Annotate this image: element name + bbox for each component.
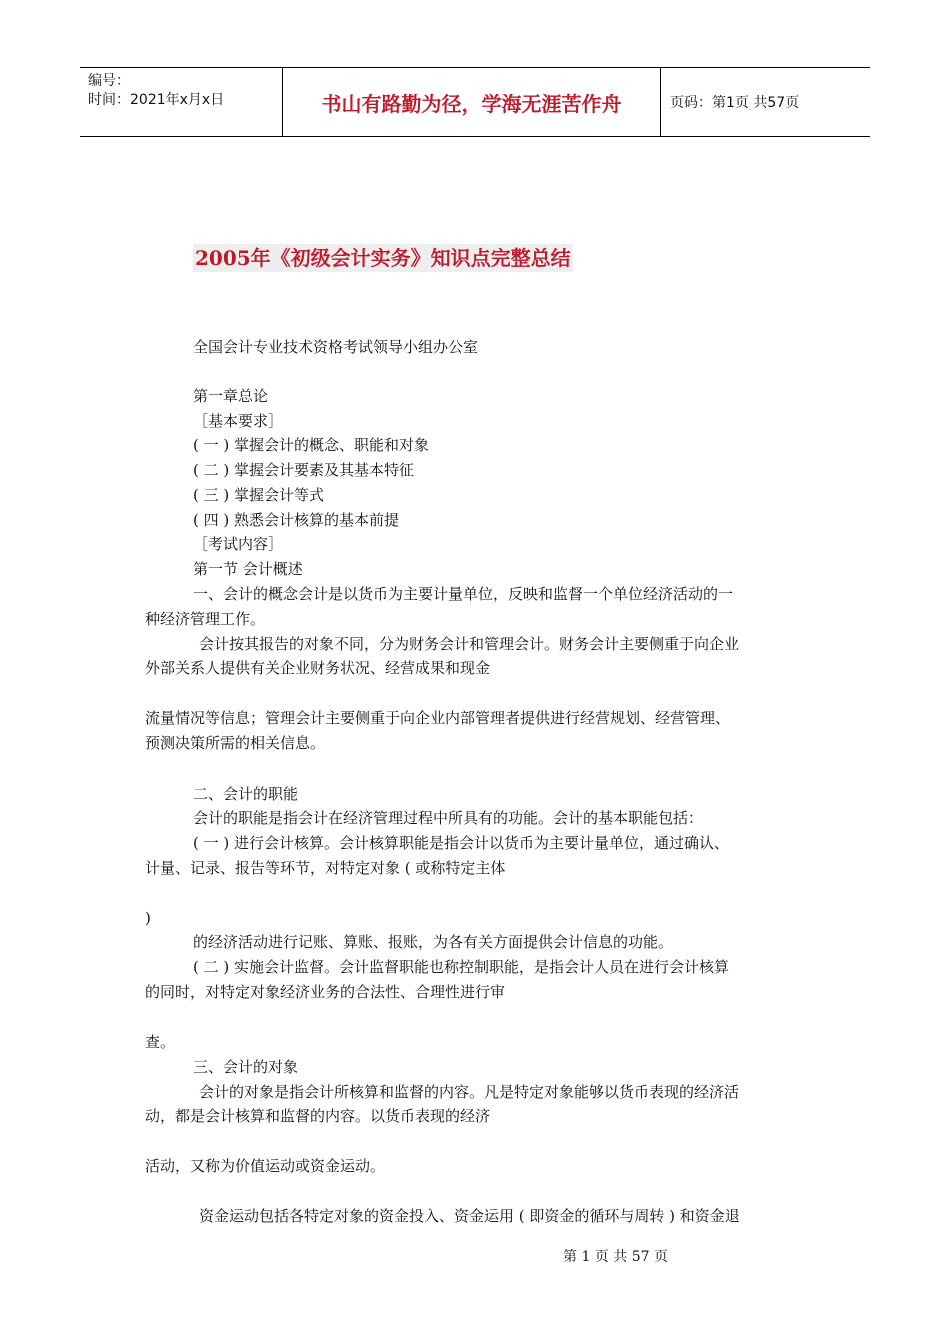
body-text-line: ( 二 ) 实施会计监督。会计监督职能也称控制职能，是指会计人员在进行会计核算 [193, 958, 730, 976]
section-heading: 第一节 会计概述 [193, 560, 303, 578]
header-motto: 书山有路勤为径，学海无涯苦作舟 [283, 68, 661, 136]
body-text-line: ) [145, 909, 151, 927]
body-text-line: 活动，又称为价值运动或资金运动。 [145, 1157, 386, 1175]
issuer-line: 全国会计专业技术资格考试领导小组办公室 [193, 338, 479, 356]
requirement-item: ( 一 ) 掌握会计的概念、职能和对象 [193, 436, 430, 454]
body-text-line: 会计的职能是指会计在经济管理过程中所具有的功能。会计的基本职能包括： [193, 809, 704, 827]
body-text-line: 会计的对象是指会计所核算和监督的内容。凡是特定对象能够以货币表现的经济活 [199, 1083, 740, 1101]
body-text-line: 流量情况等信息；管理会计主要侧重于向企业内部管理者提供进行经营规划、经营管理、 [145, 709, 731, 727]
body-text-line: 动，都是会计核算和监督的内容。以货币表现的经济 [145, 1107, 491, 1125]
requirement-item: ( 三 ) 掌握会计等式 [193, 486, 325, 504]
subsection-heading: 三、会计的对象 [193, 1058, 299, 1076]
header-page-info: 页码：第1页 共57页 [670, 95, 800, 111]
document-title: 2005年《初级会计实务》知识点完整总结 [195, 246, 571, 270]
body-text-line: 预测决策所需的相关信息。 [145, 734, 326, 752]
section-label: ［考试内容］ [193, 535, 284, 553]
body-text-line: 种经济管理工作。 [145, 610, 266, 628]
body-text-line: 一、会计的概念会计是以货币为主要计量单位，反映和监督一个单位经济活动的一 [193, 585, 734, 603]
header-meta-cell [80, 68, 283, 136]
body-text-line: ( 一 ) 进行会计核算。会计核算职能是指会计以货币为主要计量单位，通过确认、 [193, 834, 730, 852]
body-text-line: 的同时，对特定对象经济业务的合法性、合理性进行审 [145, 983, 506, 1001]
body-text-line: 计量、记录、报告等环节，对特定对象 ( 或称特定主体 [145, 859, 506, 877]
requirement-item: ( 二 ) 掌握会计要素及其基本特征 [193, 461, 415, 479]
requirement-item: ( 四 ) 熟悉会计核算的基本前提 [193, 511, 400, 529]
subsection-heading: 二、会计的职能 [193, 785, 299, 803]
body-text-line: 外部关系人提供有关企业财务状况、经营成果和现金 [145, 659, 491, 677]
header-time-label: 时间：2021年x月x日 [88, 92, 225, 108]
section-label: ［基本要求］ [193, 412, 284, 430]
body-text-line: 的经济活动进行记账、算账、报账，为各有关方面提供会计信息的功能。 [193, 933, 674, 951]
page-header [80, 67, 870, 137]
body-text-line: 查。 [145, 1033, 176, 1051]
chapter-heading: 第一章总论 [193, 387, 269, 405]
body-text-line: 资金运动包括各特定对象的资金投入、资金运用 ( 即资金的循环与周转 ) 和资金退 [199, 1207, 740, 1225]
header-number-label: 编号： [88, 73, 130, 89]
body-text-line: 会计按其报告的对象不同，分为财务会计和管理会计。财务会计主要侧重于向企业 [199, 635, 740, 653]
page-footer: 第 1 页 共 57 页 [563, 1249, 668, 1265]
